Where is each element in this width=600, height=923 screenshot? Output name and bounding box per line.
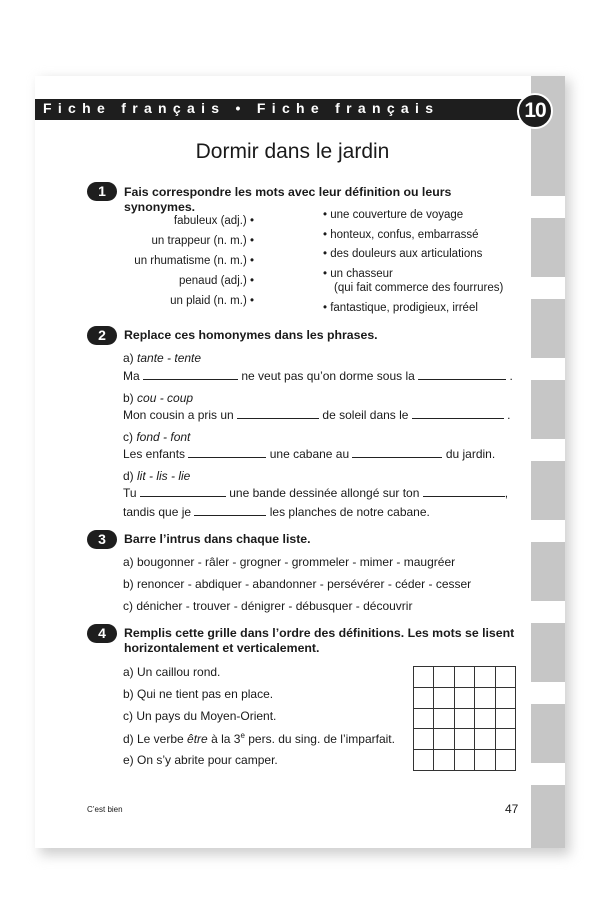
ex4-definition: e) On s’y abrite pour camper. (123, 753, 278, 767)
ex2-item-d-words: d) lit - lis - lie (123, 469, 191, 483)
grid-cell[interactable] (434, 667, 454, 688)
tab-cutout (531, 520, 565, 542)
ex1-right-item: • un chasseur (323, 268, 393, 280)
grid-cell[interactable] (495, 708, 515, 729)
grid-cell[interactable] (475, 708, 495, 729)
grid-cell[interactable] (454, 729, 474, 750)
grid-cell[interactable] (495, 667, 515, 688)
ex1-left-item: un rhumatisme (n. m.) • (134, 255, 254, 267)
grid-cell[interactable] (475, 687, 495, 708)
ex4-definition: a) Un caillou rond. (123, 665, 221, 679)
tab-cutout (531, 763, 565, 785)
exercise-1-number: 1 (87, 182, 117, 201)
crossword-grid (413, 666, 516, 771)
ex1-left-item: un plaid (n. m.) • (170, 295, 254, 307)
grid-cell[interactable] (475, 729, 495, 750)
ex1-right-item: • honteux, confus, embarrassé (323, 229, 479, 241)
ex3-word-list: b) renoncer - abdiquer - abandonner - persévérer - céder - cesser (123, 577, 472, 591)
ex4-definition: d) Le verbe être à la 3e pers. du sing. de l’imparfait. (123, 731, 395, 746)
grid-cell[interactable] (454, 708, 474, 729)
grid-cell[interactable] (414, 708, 434, 729)
grid-cell[interactable] (434, 687, 454, 708)
exercise-2-number: 2 (87, 326, 117, 345)
grid-cell[interactable] (475, 750, 495, 771)
tab-cutout (531, 439, 565, 461)
exercise-4-instruction: Remplis cette grille dans l’ordre des définitions. Les mots se lisent horizontalement et verticalement. (124, 626, 515, 655)
grid-cell[interactable] (414, 687, 434, 708)
grid-cell[interactable] (495, 750, 515, 771)
ex2-item-b-sentence: Mon cousin a pris un de soleil dans le . (123, 408, 511, 422)
tab-cutout (531, 358, 565, 380)
grid-cell[interactable] (434, 708, 454, 729)
exercise-3-number: 3 (87, 530, 117, 549)
grid-cell[interactable] (414, 750, 434, 771)
tab-cutout (531, 196, 565, 218)
exercise-3-instruction: Barre l’intrus dans chaque liste. (124, 532, 311, 546)
banner-text: Fiche français • Fiche français (43, 100, 440, 116)
grid-cell[interactable] (495, 729, 515, 750)
fiche-number-badge: 10 (517, 93, 553, 129)
page-title: Dormir dans le jardin (195, 140, 390, 163)
exercise-2-instruction: Replace ces homonymes dans les phrases. (124, 328, 378, 342)
ex1-left-item: fabuleux (adj.) • (173, 215, 254, 227)
tab-cutout (531, 682, 565, 704)
ex3-word-list: c) dénicher - trouver - dénigrer - débusquer - découvrir (123, 599, 413, 613)
ex4-definition: c) Un pays du Moyen-Orient. (123, 709, 277, 723)
ex1-left-item: penaud (adj.) • (179, 275, 254, 287)
ex2-item-d-sentence: Tu une bande dessinée allongé sur ton , (123, 486, 509, 500)
ex1-right-item: • des douleurs aux articulations (323, 248, 483, 260)
grid-cell[interactable] (454, 750, 474, 771)
ex2-item-c-sentence: Les enfants une cabane au du jardin. (123, 447, 496, 461)
worksheet-page (35, 76, 565, 848)
ex1-right-item-note: (qui fait commerce des fourrures) (334, 282, 504, 294)
ex2-item-a-words: a) tante - tente (123, 351, 202, 365)
side-tab-strip (531, 76, 565, 848)
page-number: 47 (505, 802, 519, 816)
ex4-definition: b) Qui ne tient pas en place. (123, 687, 274, 701)
grid-cell[interactable] (414, 729, 434, 750)
grid-cell[interactable] (434, 750, 454, 771)
tab-cutout (531, 277, 565, 299)
grid-cell[interactable] (495, 687, 515, 708)
ex1-right-item: • une couverture de voyage (323, 209, 464, 221)
grid-cell[interactable] (454, 667, 474, 688)
grid-cell[interactable] (414, 667, 434, 688)
ex3-word-list: a) bougonner - râler - grogner - grommeler - mimer - maugréer (123, 555, 456, 569)
footer-publisher: C’est bien (87, 805, 123, 814)
grid-cell[interactable] (434, 729, 454, 750)
grid-cell[interactable] (454, 687, 474, 708)
exercise-1-instruction: Fais correspondre les mots avec leur définition ou leurs synonymes. (124, 185, 452, 214)
tab-cutout (531, 601, 565, 623)
ex2-item-b-words: b) cou - coup (123, 391, 194, 405)
exercise-4-number: 4 (87, 624, 117, 643)
ex1-right-item: • fantastique, prodigieux, irréel (323, 302, 478, 314)
ex2-item-c-words: c) fond - font (123, 430, 191, 444)
ex1-left-item: un trappeur (n. m.) • (151, 235, 254, 247)
header-banner (35, 99, 535, 120)
ex2-item-a-sentence: Ma ne veut pas qu’on dorme sous la . (123, 369, 513, 383)
ex2-item-d-sentence-cont: tandis que je les planches de notre cabane. (123, 505, 430, 519)
grid-cell[interactable] (475, 667, 495, 688)
